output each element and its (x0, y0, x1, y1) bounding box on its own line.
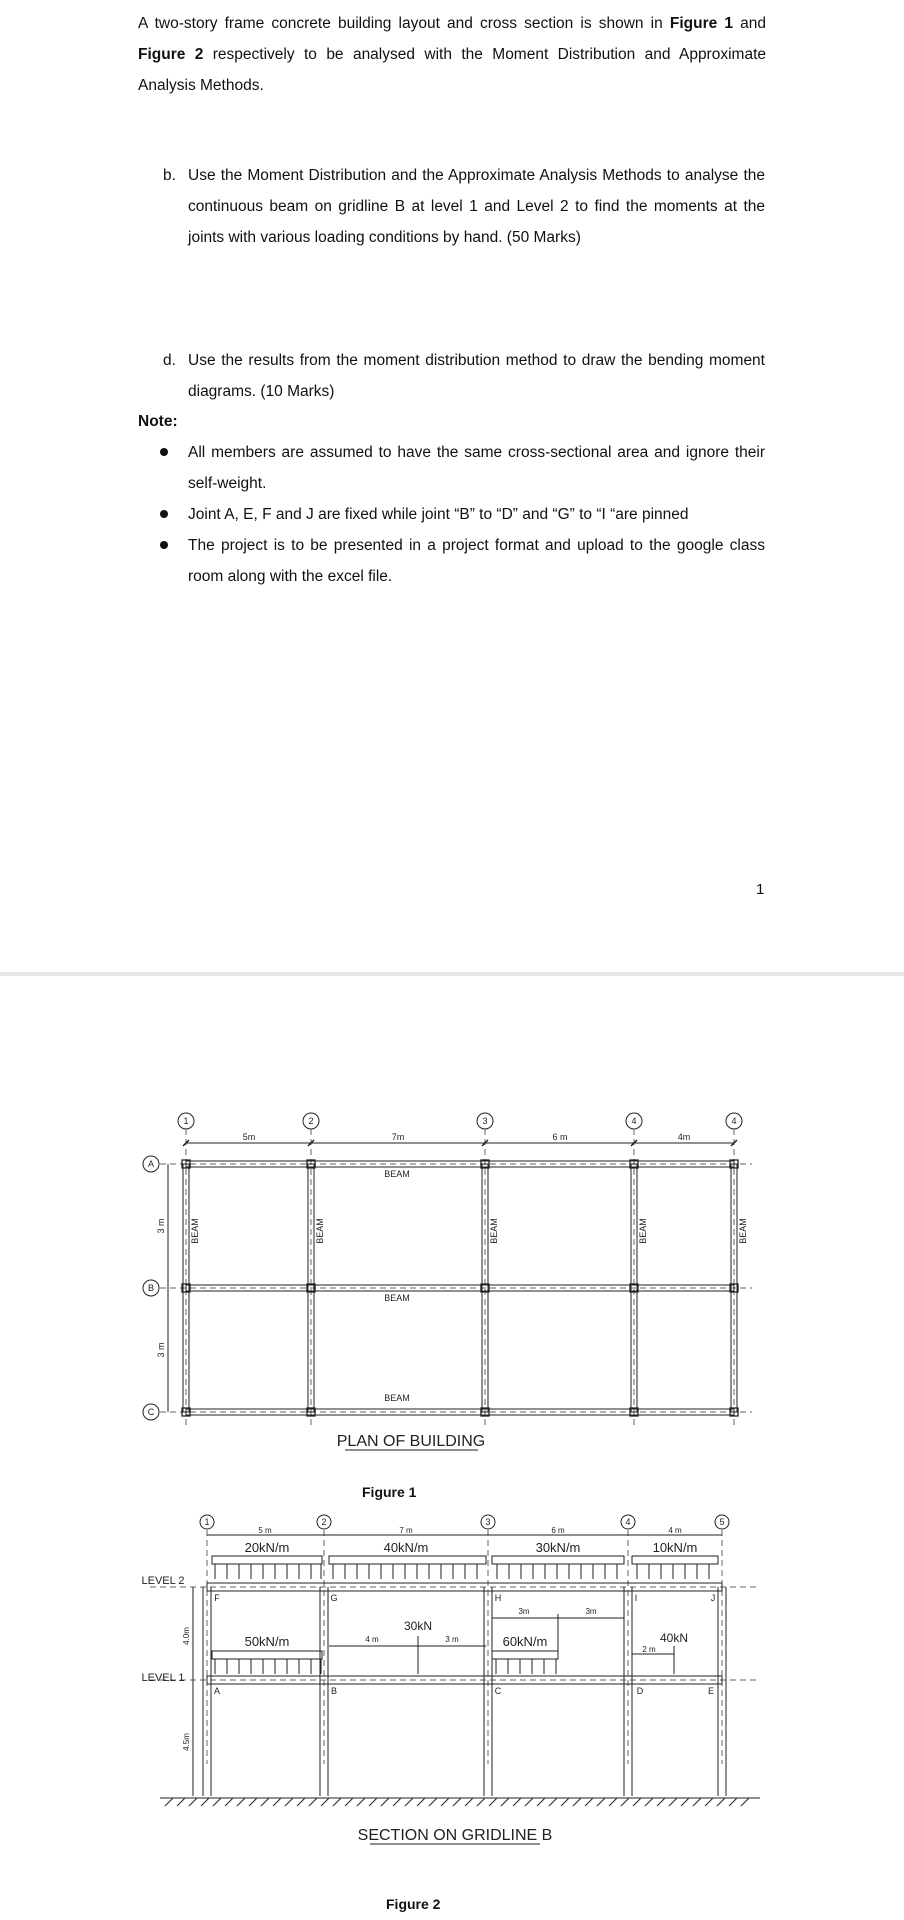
plan-row-bubble-b: B (147, 1283, 155, 1293)
plan-beam-label: BEAM (384, 1393, 410, 1403)
intro-text-1: A two-story frame concrete building layout and cross section is shown in (138, 15, 670, 32)
section-span-3: 6 m (551, 1526, 565, 1535)
plan-col-bubble-1: 1 (183, 1116, 189, 1126)
section-col-bubble-3: 3 (485, 1517, 491, 1527)
level2-load-span4: 10kN/m (652, 1540, 698, 1555)
plan-col-bubble-5: 4 (731, 1116, 737, 1126)
plan-row-bubble-c: C (147, 1407, 155, 1417)
joint-j: J (710, 1593, 716, 1603)
document-page-2 (0, 976, 904, 1920)
plan-row-spacing-1: 3 m (156, 1218, 166, 1234)
plan-row-bubble-a: A (147, 1159, 155, 1169)
plan-span-3: 6 m (552, 1132, 568, 1142)
joint-a: A (213, 1686, 221, 1696)
note-label: Note: (138, 413, 178, 430)
plan-col-bubble-4: 4 (631, 1116, 637, 1126)
joint-g: G (330, 1593, 338, 1603)
level-1-label: LEVEL 1 (141, 1672, 185, 1684)
bullet-dot (160, 448, 168, 456)
plan-col-bubble-2: 2 (308, 1116, 314, 1126)
plan-beam-label: BEAM (315, 1218, 325, 1244)
plan-beam-label: BEAM (489, 1218, 499, 1244)
plan-beam-label: BEAM (384, 1293, 410, 1303)
point-load-4-dim: 2 m (642, 1645, 656, 1654)
figure-1-ref: Figure 1 (669, 15, 733, 32)
plan-span-1: 5m (242, 1132, 256, 1142)
level2-load-span3: 30kN/m (535, 1540, 581, 1555)
bullet-dot (160, 510, 168, 518)
section-title: SECTION ON GRIDLINE B (357, 1827, 553, 1844)
joint-b: B (330, 1686, 338, 1696)
intro-paragraph (138, 8, 766, 101)
plan-drawing (0, 976, 904, 1466)
joint-i: I (634, 1593, 638, 1603)
section-span-2: 7 m (399, 1526, 413, 1535)
section-span-1: 5 m (258, 1526, 272, 1535)
item-b-marker: b. (163, 167, 176, 184)
section-col-bubble-5: 5 (719, 1517, 725, 1527)
note-bullet-3: The project is to be presented in a project format and upload to the google class room along with the excel file. (188, 537, 765, 585)
plan-beam-label: BEAM (638, 1218, 648, 1244)
level1-udl-span1: 50kN/m (244, 1634, 290, 1649)
level2-load-span1: 20kN/m (244, 1540, 290, 1555)
bullet-dot (160, 541, 168, 549)
figure-2-caption: Figure 2 (386, 1896, 441, 1912)
storey-height-lower: 4.5m (182, 1733, 191, 1751)
level1-point-load-span4: 40kN (659, 1631, 689, 1645)
plan-col-bubble-3: 3 (482, 1116, 488, 1126)
joint-d: D (636, 1686, 644, 1696)
page-number: 1 (756, 881, 765, 898)
item-d-text: Use the results from the moment distribution method to draw the bending moment diagrams. (10 Marks) (188, 352, 765, 400)
joint-h: H (494, 1593, 502, 1603)
section-col-bubble-2: 2 (321, 1517, 327, 1527)
section-drawing (0, 1506, 904, 1920)
item-b-text: Use the Moment Distribution and the Approximate Analysis Methods to analyse the continuous beam on gridline B at level 1 and Level 2 to find the moments at the joints with various loading conditions by hand. (50 Marks) (188, 167, 765, 246)
joint-e: E (707, 1686, 715, 1696)
intro-and: and (733, 15, 766, 32)
udl-dim-right: 3m (585, 1607, 597, 1616)
plan-beam-label: BEAM (738, 1218, 748, 1244)
note-bullet-2: Joint A, E, F and J are fixed while joint “B” to “D” and “G” to “I “are pinned (188, 506, 689, 523)
level1-udl-span3: 60kN/m (502, 1634, 548, 1649)
plan-span-4: 4m (677, 1132, 691, 1142)
udl-dim-left: 3m (518, 1607, 530, 1616)
level-2-label: LEVEL 2 (141, 1575, 185, 1587)
section-col-bubble-1: 1 (204, 1517, 210, 1527)
level2-load-span2: 40kN/m (383, 1540, 429, 1555)
joint-f: F (214, 1593, 220, 1603)
section-span-4: 4 m (668, 1526, 682, 1535)
figure-2-ref: Figure 2 (138, 46, 204, 63)
item-d-marker: d. (163, 352, 176, 369)
note-bullet-1: All members are assumed to have the same cross-sectional area and ignore their self-weight. (188, 444, 765, 492)
joint-c: C (494, 1686, 502, 1696)
level1-point-load-span2: 30kN (403, 1619, 433, 1633)
point-load-dim-right: 3 m (445, 1635, 459, 1644)
point-load-dim-left: 4 m (365, 1635, 379, 1644)
plan-span-2: 7m (391, 1132, 405, 1142)
storey-height-upper: 4.0m (182, 1627, 191, 1645)
section-col-bubble-4: 4 (625, 1517, 631, 1527)
plan-row-spacing-2: 3 m (156, 1342, 166, 1358)
intro-text-2: respectively to be analysed with the Moment Distribution and Approximate Analysis Methods. (138, 46, 766, 94)
plan-title: PLAN OF BUILDING (336, 1433, 486, 1450)
figure-1-caption: Figure 1 (362, 1484, 417, 1500)
plan-beam-label: BEAM (384, 1169, 410, 1179)
plan-beam-label: BEAM (190, 1218, 200, 1244)
